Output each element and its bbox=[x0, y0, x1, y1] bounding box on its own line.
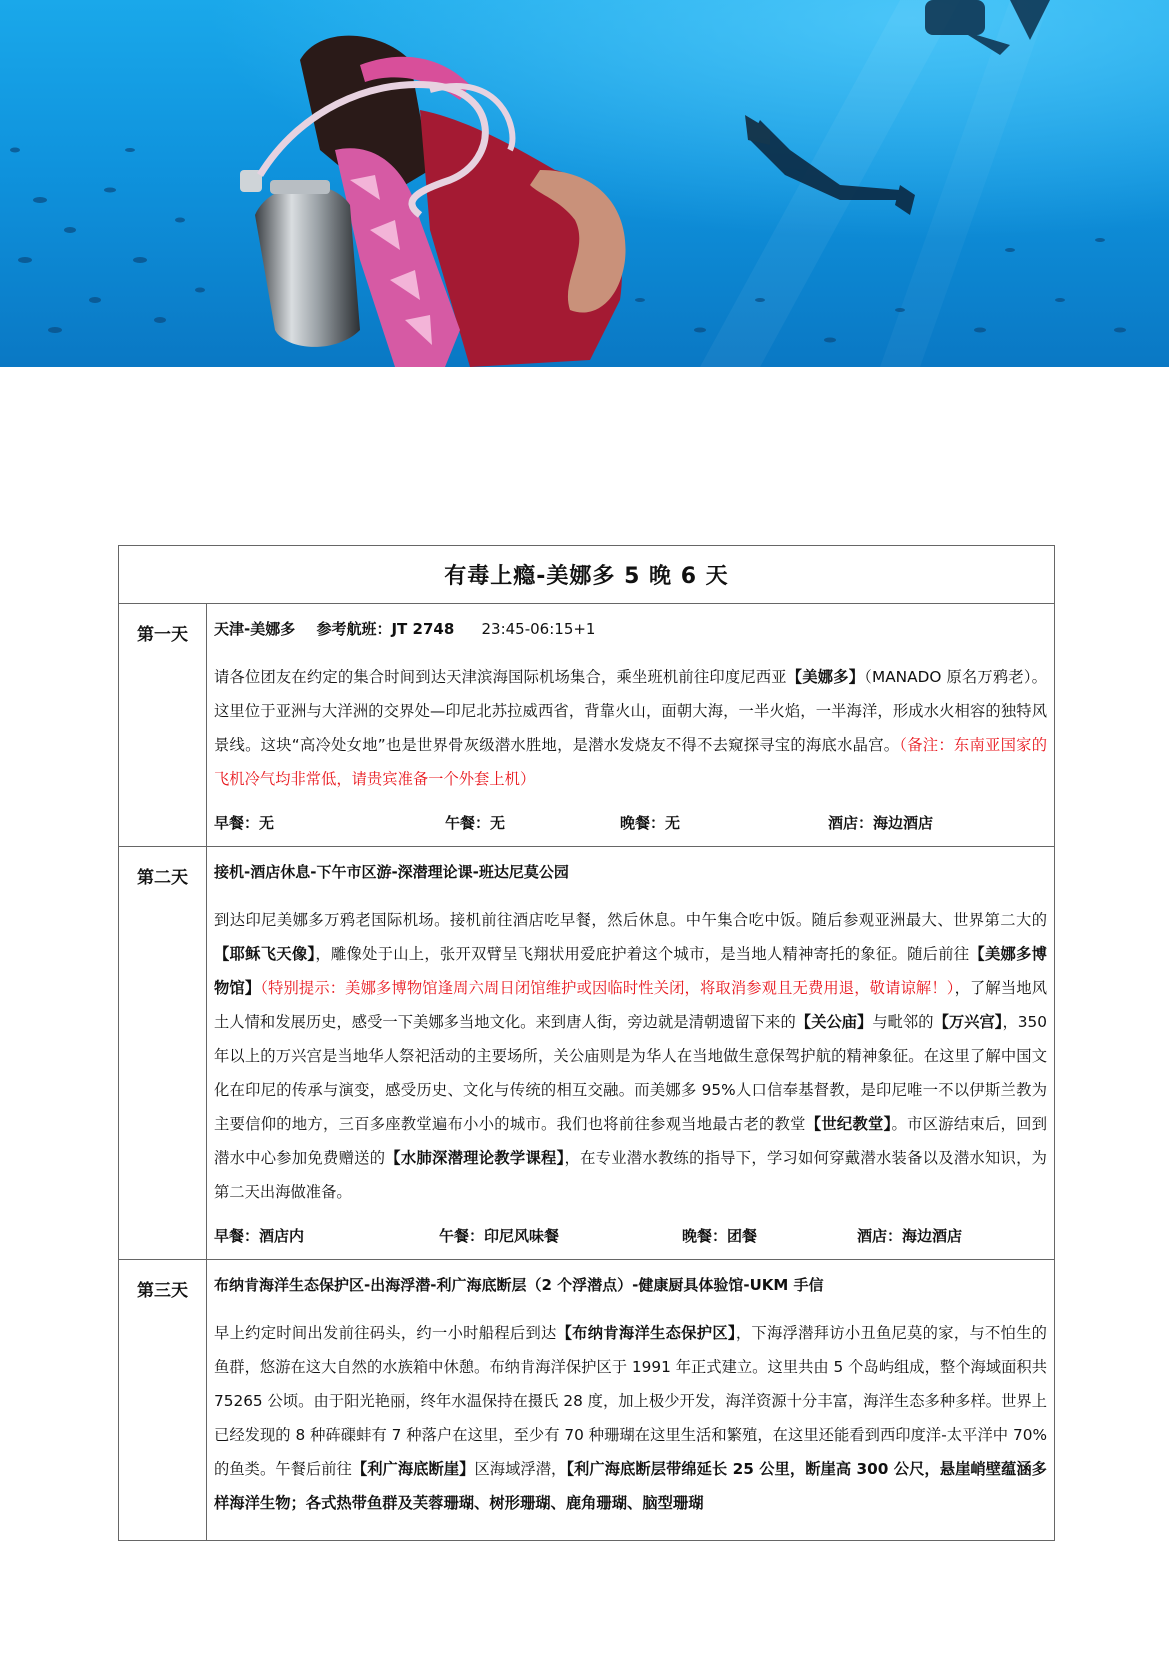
dinner-info: 晚餐：团餐 bbox=[682, 1227, 758, 1245]
warning-note: （备注：东南亚国家的飞机冷气均非常低，请贵宾准备一个外套上机） bbox=[214, 736, 1047, 788]
day-row bbox=[119, 1260, 1055, 1541]
itinerary-title: 有毒上瘾-美娜多 5 晚 6 天 bbox=[119, 546, 1055, 604]
route-title: 天津-美娜多 bbox=[214, 620, 296, 638]
flight-label: 参考航班：JT 2748 bbox=[316, 620, 455, 638]
dinner-info: 晚餐：无 bbox=[620, 814, 681, 832]
day-description bbox=[214, 660, 1047, 796]
day-heading bbox=[214, 618, 1047, 640]
text-segment: 到达印尼美娜多万鸦老国际机场。接机前往酒店吃早餐，然后休息。中午集合吃中饭。随后参观亚洲最大、世界第二大的 bbox=[214, 911, 1047, 929]
day-row bbox=[119, 604, 1055, 847]
highlight-place: 【美娜多】 bbox=[786, 668, 865, 686]
highlight-place: 【耶稣飞天像】 bbox=[214, 945, 316, 963]
route-title: 接机-酒店休息-下午市区游-深潜理论课-班达尼莫公园 bbox=[214, 863, 569, 881]
flight-time: 23:45-06:15+1 bbox=[481, 620, 596, 638]
day-description-container bbox=[214, 1316, 1047, 1540]
text-segment: 。市区游结束后，回到潜水中心参加免费赠送的 bbox=[214, 1115, 1047, 1167]
text-segment: ，下海浮潜拜访小丑鱼尼莫的家，与不怕生的鱼群，悠游在这大自然的水族箱中休憩。布纳肯海洋保护区于 1991 年正式建立。这里共由 5 个岛屿组成，整个海域面积共 75265 公顷。由于阳光艳丽，终年水温保持在摄氏 28 度，加上极少开发，海洋资源十分丰富，海洋生态多种多样。世界上已经发现的 8 种砗磲蚌有 7 种落户在这里，至少有 70 种珊瑚在这里生活和繁殖，在这里还能看到西印度洋-太平洋中 70%的鱼类。午餐后前往 bbox=[214, 1324, 1047, 1478]
highlight-place: 【关公庙】 bbox=[795, 1013, 873, 1031]
hotel-info: 酒店：海边酒店 bbox=[828, 814, 934, 832]
highlight-place: 【世纪教堂】 bbox=[805, 1115, 892, 1133]
breakfast-info: 早餐：无 bbox=[214, 814, 275, 832]
itinerary-table bbox=[118, 545, 1055, 1541]
warning-note: （特别提示：美娜多博物馆逢周六周日闭馆维护或因临时性关闭，将取消参观且无费用退，敬请谅解！） bbox=[260, 979, 955, 997]
meal-info bbox=[214, 812, 1047, 834]
meal-info bbox=[214, 1225, 1047, 1247]
day-label: 第二天 bbox=[119, 847, 207, 1260]
highlight-place: 【万兴宫】 bbox=[933, 1013, 1003, 1031]
day-row bbox=[119, 847, 1055, 1260]
text-segment: ，雕像处于山上，张开双臂呈飞翔状用爱庇护着这个城市，是当地人精神寄托的象征。随后前往 bbox=[315, 945, 970, 963]
day-description bbox=[214, 1316, 1047, 1520]
breakfast-info: 早餐：酒店内 bbox=[214, 1227, 305, 1245]
text-segment: 区海域浮潜， bbox=[474, 1460, 567, 1478]
highlight-place: 【水肺深潜理论教学课程】 bbox=[385, 1149, 565, 1167]
text-segment: 与毗邻的 bbox=[872, 1013, 934, 1031]
text-segment: ，了解当地风土人情和发展历史，感受一下美娜多当地文化。来到唐人街，旁边就是清朝遗留下来的 bbox=[214, 979, 1047, 1031]
highlight-place: 【利广海底断层带绵延长 25 公里，断崖高 300 公尺，悬崖峭壁蕴涵多样海洋生物；各式热带鱼群及芙蓉珊瑚、树形珊瑚、鹿角珊瑚、脑型珊瑚 bbox=[214, 1460, 1047, 1512]
highlight-place: 【利广海底断崖】 bbox=[351, 1460, 475, 1478]
day-heading bbox=[214, 1274, 1047, 1296]
hero-banner bbox=[0, 0, 1169, 367]
highlight-place: 【美娜多博物馆】 bbox=[214, 945, 1047, 997]
day-content bbox=[207, 1260, 1055, 1541]
day-label: 第三天 bbox=[119, 1260, 207, 1541]
text-segment: 请各位团友在约定的集合时间到达天津滨海国际机场集合，乘坐班机前往印度尼西亚 bbox=[214, 668, 787, 686]
text-segment: （MANADO 原名万鸦老）。这里位于亚洲与大洋洲的交界处—印尼北苏拉威西省，背靠火山，面朝大海，一半火焰，一半海洋，形成水火相容的独特风景线。这块“高冷处女地”也是世界骨灰级潜水胜地，是潜水发烧友不得不去窥探寻宝的海底水晶宫。 bbox=[214, 668, 1047, 754]
lunch-info: 午餐：无 bbox=[445, 814, 506, 832]
day-description bbox=[214, 903, 1047, 1209]
text-segment: ，在专业潜水教练的指导下，学习如何穿戴潜水装备以及潜水知识，为第二天出海做准备。 bbox=[214, 1149, 1047, 1201]
highlight-place: 【布纳肯海洋生态保护区】 bbox=[556, 1324, 736, 1342]
day-label: 第一天 bbox=[119, 604, 207, 847]
lunch-info: 午餐：印尼风味餐 bbox=[439, 1227, 560, 1245]
day-content bbox=[207, 604, 1055, 847]
text-segment: 早上约定时间出发前往码头，约一小时船程后到达 bbox=[214, 1324, 557, 1342]
underwater-diver-photo bbox=[0, 0, 1169, 367]
route-title: 布纳肯海洋生态保护区-出海浮潜-利广海底断层（2 个浮潜点）-健康厨具体验馆-UKM 手信 bbox=[214, 1276, 824, 1294]
hotel-info: 酒店：海边酒店 bbox=[857, 1227, 963, 1245]
text-segment: ，350 年以上的万兴宫是当地华人祭祀活动的主要场所，关公庙则是为华人在当地做生意保驾护航的精神象征。在这里了解中国文化在印尼的传承与演变，感受历史、文化与传统的相互交融。而美娜多 95%人口信奉基督教，是印尼唯一不以伊斯兰教为主要信仰的地方，三百多座教堂遍布小小的城市。我们也将前往参观当地最古老的教堂 bbox=[214, 1013, 1047, 1133]
day-content bbox=[207, 847, 1055, 1260]
day-heading bbox=[214, 861, 1047, 883]
title-row bbox=[119, 546, 1055, 604]
